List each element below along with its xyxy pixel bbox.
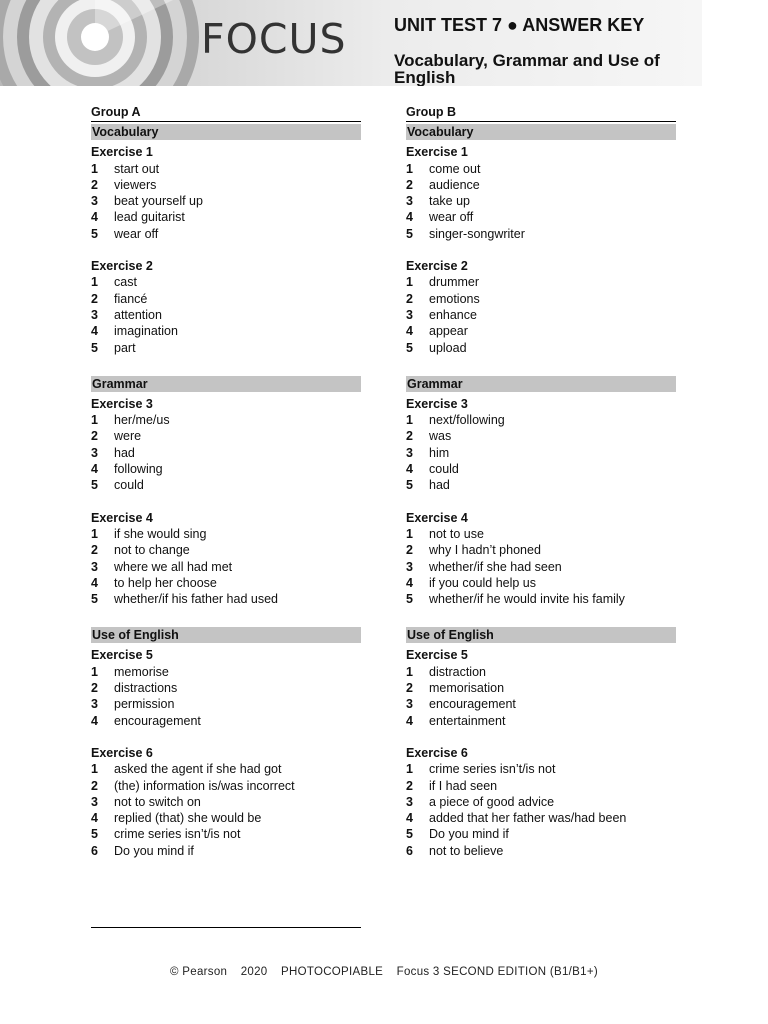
answer-row — [406, 461, 676, 477]
answer-text: where we all had met — [114, 559, 233, 574]
answer-text: part — [114, 340, 136, 355]
exercise-title: Exercise 6 — [406, 745, 468, 760]
section-heading: Vocabulary — [406, 124, 676, 140]
exercise-spacer — [406, 242, 676, 258]
answer-number: 1 — [91, 161, 98, 176]
answer-row — [406, 664, 676, 680]
answer-text: replied (that) she would be — [114, 811, 262, 826]
answer-text: entertainment — [429, 713, 506, 728]
answer-number: 3 — [91, 697, 98, 712]
answer-text: whether/if he would invite his family — [429, 592, 625, 607]
group-a-column — [91, 104, 361, 859]
answer-text: encouragement — [114, 713, 201, 728]
answer-text: whether/if she had seen — [429, 559, 562, 574]
answer-row — [91, 591, 361, 607]
page-title: UNIT TEST 7 ● ANSWER KEY — [394, 15, 645, 35]
answer-number: 6 — [406, 843, 413, 858]
answer-number: 1 — [91, 762, 98, 777]
answer-row — [406, 526, 676, 542]
answer-text: to help her choose — [114, 575, 217, 590]
answer-text: crime series isn’t/is not — [114, 827, 241, 842]
answer-row — [406, 542, 676, 558]
answer-number: 5 — [406, 478, 413, 493]
answer-row — [91, 664, 361, 680]
header-banner — [0, 0, 702, 86]
answer-number: 2 — [91, 681, 98, 696]
answer-text: if I had seen — [429, 778, 498, 793]
answer-text: start out — [114, 161, 160, 176]
exercise-title: Exercise 4 — [406, 510, 468, 525]
answer-text: audience — [429, 177, 480, 192]
answer-text: cast — [114, 275, 137, 290]
answer-text: lead guitarist — [114, 210, 185, 225]
exercise-title: Exercise 3 — [91, 396, 153, 411]
answer-row — [91, 307, 361, 323]
answer-number: 2 — [91, 429, 98, 444]
answer-row — [91, 696, 361, 712]
answer-number: 4 — [91, 713, 98, 728]
answer-row — [91, 826, 361, 842]
answer-number: 1 — [406, 161, 413, 176]
footer-edition: Focus 3 SECOND EDITION (B1/B1+) — [396, 966, 598, 978]
answer-text: attention — [114, 307, 162, 322]
answer-number: 1 — [406, 275, 413, 290]
answer-number: 5 — [91, 340, 98, 355]
answer-number: 3 — [406, 194, 413, 209]
answer-text: could — [429, 462, 459, 477]
answer-number: 3 — [91, 794, 98, 809]
section-spacer — [91, 356, 361, 376]
answer-text: singer-songwriter — [429, 226, 525, 241]
answer-number: 2 — [406, 543, 413, 558]
answer-number: 1 — [91, 275, 98, 290]
answer-number: 3 — [91, 559, 98, 574]
answer-text: Do you mind if — [429, 827, 509, 842]
answer-number: 1 — [406, 413, 413, 428]
answer-row — [406, 161, 676, 177]
exercise-title: Exercise 2 — [406, 259, 468, 274]
answer-number: 4 — [406, 713, 413, 728]
answer-row — [406, 226, 676, 242]
answer-text: if you could help us — [429, 575, 537, 590]
answer-text: memorise — [114, 664, 169, 679]
answer-number: 4 — [91, 324, 98, 339]
exercise-title: Exercise 1 — [406, 145, 468, 160]
answer-row — [406, 340, 676, 356]
answer-text: appear — [429, 324, 468, 339]
answer-text: emotions — [429, 291, 480, 306]
section-heading: Grammar — [91, 376, 361, 392]
answer-row — [406, 323, 676, 339]
answer-row — [91, 713, 361, 729]
answer-number: 1 — [406, 526, 413, 541]
answer-row — [406, 193, 676, 209]
answer-text: why I hadn’t phoned — [429, 543, 541, 558]
footer-notice: PHOTOCOPIABLE — [281, 966, 384, 978]
answer-text: wear off — [429, 210, 474, 225]
answer-number: 4 — [406, 210, 413, 225]
group-title: Group B — [406, 104, 676, 122]
answer-text: not to use — [429, 526, 484, 541]
answer-row — [91, 526, 361, 542]
answer-number: 5 — [91, 827, 98, 842]
answer-text: not to change — [114, 543, 190, 558]
exercise-title: Exercise 5 — [406, 648, 468, 663]
answer-number: 1 — [406, 762, 413, 777]
answer-row — [91, 340, 361, 356]
answer-row — [91, 461, 361, 477]
answer-text: beat yourself up — [114, 194, 203, 209]
answer-text: if she would sing — [114, 526, 207, 541]
answer-row — [91, 843, 361, 859]
answer-number: 4 — [91, 811, 98, 826]
answer-number: 2 — [406, 429, 413, 444]
answer-row — [91, 477, 361, 493]
answer-number: 1 — [91, 413, 98, 428]
answer-number: 5 — [406, 827, 413, 842]
answer-row — [406, 307, 676, 323]
answer-number: 4 — [91, 210, 98, 225]
answer-row — [406, 761, 676, 777]
exercise-title: Exercise 2 — [91, 259, 153, 274]
answer-row — [406, 209, 676, 225]
answer-row — [406, 843, 676, 859]
answer-number: 1 — [91, 526, 98, 541]
answer-number: 1 — [406, 664, 413, 679]
answer-row — [91, 559, 361, 575]
answer-number: 3 — [406, 445, 413, 460]
answer-text: not to switch on — [114, 794, 201, 809]
answer-text: upload — [429, 340, 467, 355]
answer-row — [91, 209, 361, 225]
answer-number: 3 — [406, 559, 413, 574]
answer-number: 2 — [406, 177, 413, 192]
answer-text: were — [114, 429, 142, 444]
answer-row — [91, 542, 361, 558]
answer-text: was — [429, 429, 452, 444]
answer-number: 3 — [406, 307, 413, 322]
answer-number: 5 — [91, 226, 98, 241]
answer-text: him — [429, 445, 450, 460]
answer-text: asked the agent if she had got — [114, 762, 282, 777]
answer-row — [406, 291, 676, 307]
section-spacer — [91, 607, 361, 627]
section-heading: Use of English — [91, 627, 361, 643]
answer-row — [91, 778, 361, 794]
answer-number: 2 — [406, 291, 413, 306]
header-right-margin — [702, 0, 768, 86]
answer-row — [91, 193, 361, 209]
answer-row — [91, 680, 361, 696]
answer-text: memorisation — [429, 681, 505, 696]
answer-text: Do you mind if — [114, 843, 194, 858]
brand-logo: FOCUS — [201, 15, 347, 63]
section-heading: Use of English — [406, 627, 676, 643]
footer-copyright: © Pearson — [170, 966, 228, 978]
answer-number: 5 — [406, 226, 413, 241]
answer-text: permission — [114, 697, 175, 712]
answer-row — [406, 778, 676, 794]
answer-number: 5 — [406, 592, 413, 607]
answer-text: take up — [429, 194, 471, 209]
answer-row — [406, 412, 676, 428]
section-spacer — [406, 356, 676, 376]
answer-row — [406, 177, 676, 193]
answer-number: 2 — [91, 543, 98, 558]
exercise-spacer — [406, 494, 676, 510]
answer-number: 5 — [91, 592, 98, 607]
answer-text: encouragement — [429, 697, 516, 712]
answer-text: enhance — [429, 307, 477, 322]
answer-text: next/following — [429, 413, 505, 428]
exercise-title: Exercise 3 — [406, 396, 468, 411]
answer-number: 3 — [91, 307, 98, 322]
answer-number: 6 — [91, 843, 98, 858]
answer-row — [91, 810, 361, 826]
answer-number: 2 — [91, 177, 98, 192]
answer-row — [406, 274, 676, 290]
group-b-column — [406, 104, 676, 859]
answer-number: 4 — [406, 324, 413, 339]
answer-row — [91, 177, 361, 193]
answer-number: 3 — [406, 794, 413, 809]
answer-row — [406, 794, 676, 810]
exercise-spacer — [91, 494, 361, 510]
section-spacer — [406, 607, 676, 627]
answer-text: not to believe — [429, 843, 504, 858]
answer-row — [91, 575, 361, 591]
answer-text: could — [114, 478, 144, 493]
answer-row — [91, 161, 361, 177]
footer-divider — [91, 927, 361, 928]
answer-text: added that her father was/had been — [429, 811, 627, 826]
answer-number: 3 — [406, 697, 413, 712]
answer-row — [91, 291, 361, 307]
answer-number: 4 — [406, 462, 413, 477]
answer-row — [406, 696, 676, 712]
exercise-title: Exercise 1 — [91, 145, 153, 160]
page-subtitle: Vocabulary, Grammar and Use of English — [394, 51, 660, 86]
answer-row — [91, 412, 361, 428]
answer-row — [91, 445, 361, 461]
answer-text: distractions — [114, 681, 178, 696]
section-heading: Vocabulary — [91, 124, 361, 140]
answer-text: her/me/us — [114, 413, 170, 428]
group-title: Group A — [91, 104, 361, 122]
exercise-spacer — [91, 729, 361, 745]
answer-text: imagination — [114, 324, 178, 339]
answer-text: had — [429, 478, 450, 493]
answer-number: 5 — [406, 340, 413, 355]
exercise-title: Exercise 4 — [91, 510, 153, 525]
answer-row — [406, 810, 676, 826]
answer-row — [406, 826, 676, 842]
answer-number: 5 — [91, 478, 98, 493]
footer-year: 2020 — [240, 966, 268, 978]
answer-number: 4 — [91, 575, 98, 590]
section-heading: Grammar — [406, 376, 676, 392]
answer-number: 2 — [91, 778, 98, 793]
answer-row — [406, 575, 676, 591]
answer-number: 2 — [406, 681, 413, 696]
answer-text: a piece of good advice — [429, 794, 555, 809]
answer-text: drummer — [429, 275, 480, 290]
answer-row — [406, 713, 676, 729]
answer-number: 4 — [406, 575, 413, 590]
answer-text: had — [114, 445, 135, 460]
answer-text: distraction — [429, 664, 486, 679]
exercise-spacer — [406, 729, 676, 745]
exercise-spacer — [91, 242, 361, 258]
exercise-title: Exercise 6 — [91, 745, 153, 760]
answer-text: crime series isn’t/is not — [429, 762, 556, 777]
answer-row — [406, 445, 676, 461]
answer-row — [406, 591, 676, 607]
answer-number: 4 — [406, 811, 413, 826]
answer-row — [91, 794, 361, 810]
answer-row — [91, 323, 361, 339]
answer-text: wear off — [114, 226, 159, 241]
answer-row — [91, 226, 361, 242]
answer-row — [406, 477, 676, 493]
answer-row — [91, 761, 361, 777]
answer-number: 2 — [406, 778, 413, 793]
answer-text: fiancé — [114, 291, 148, 306]
answer-text: whether/if his father had used — [114, 592, 278, 607]
answer-row — [91, 428, 361, 444]
answer-row — [91, 274, 361, 290]
answer-number: 3 — [91, 445, 98, 460]
exercise-title: Exercise 5 — [91, 648, 153, 663]
answer-number: 2 — [91, 291, 98, 306]
answer-text: viewers — [114, 177, 157, 192]
answer-row — [406, 680, 676, 696]
footer — [0, 966, 768, 978]
disc-graphic-icon — [0, 0, 200, 86]
answer-text: (the) information is/was incorrect — [114, 778, 295, 793]
answer-text: come out — [429, 161, 481, 176]
answer-number: 1 — [91, 664, 98, 679]
answer-text: following — [114, 462, 163, 477]
answer-row — [406, 559, 676, 575]
answer-row — [406, 428, 676, 444]
answer-number: 3 — [91, 194, 98, 209]
answer-number: 4 — [91, 462, 98, 477]
